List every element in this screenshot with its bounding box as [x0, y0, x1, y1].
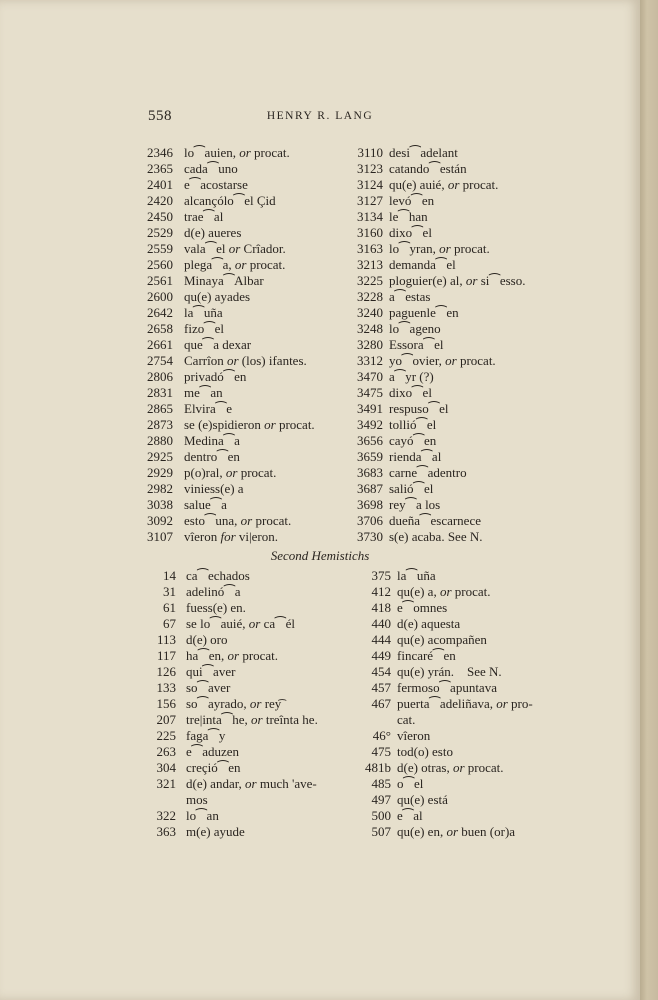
line-number: 2560 [147, 257, 173, 272]
line-number: 61 [163, 600, 176, 615]
line-number: 500 [371, 808, 391, 823]
entry-row [350, 161, 525, 177]
entry-text: dueña⁀escarnece [389, 513, 481, 528]
entry-text: m(e) ayude [186, 824, 245, 839]
entry-text: respuso⁀el [389, 401, 449, 416]
line-number: 2420 [147, 193, 173, 208]
entry-text: qu(e) está [397, 792, 448, 807]
entry-row [350, 385, 525, 401]
entry-row [350, 369, 525, 385]
entry-row [350, 209, 525, 225]
entry-text: viniess(e) a [184, 481, 244, 496]
line-number: 3698 [357, 497, 383, 512]
line-number: 2529 [147, 225, 173, 240]
entry-row [140, 385, 350, 401]
entry-row [358, 664, 533, 680]
line-number: 412 [371, 584, 391, 599]
entry-row [140, 433, 350, 449]
entry-text: me⁀an [184, 385, 223, 400]
line-number: 3092 [147, 513, 173, 528]
line-number: 3491 [357, 401, 383, 416]
line-number: 507 [371, 824, 391, 839]
entry-row [140, 257, 350, 273]
entry-text: e⁀al [397, 808, 423, 823]
entry-text: Carrîon or (los) ifantes. [184, 353, 307, 368]
entry-row [140, 664, 358, 680]
entry-text: se lo⁀auié, or ca⁀él [186, 616, 295, 631]
line-number: 2346 [147, 145, 173, 160]
entry-row [350, 433, 525, 449]
entry-row [350, 193, 525, 209]
entry-text: creçió⁀en [186, 760, 241, 775]
line-number [358, 712, 391, 728]
entry-text: o⁀el [397, 776, 424, 791]
line-number: 2450 [147, 209, 173, 224]
entry-row [358, 760, 533, 776]
first-hemistichs-table [140, 145, 560, 545]
line-number: 113 [156, 632, 176, 647]
entry-row [358, 744, 533, 760]
entry-text: ha⁀en, or procat. [186, 648, 279, 663]
entry-text: se (e)spidieron or procat. [184, 417, 315, 432]
entry-row [358, 728, 533, 744]
entry-text: qu(e) acompañen [397, 632, 487, 647]
entry-text: ca⁀echados [186, 568, 250, 583]
entry-text: d(e) oro [186, 632, 228, 647]
line-number: 3656 [357, 433, 383, 448]
entry-text: desi⁀adelant [389, 145, 458, 160]
entry-row [140, 728, 358, 744]
entry-text: que⁀a dexar [184, 337, 252, 352]
entry-text: p(o)ral, or procat. [184, 465, 277, 480]
entry-row [140, 760, 358, 776]
line-number: 3163 [357, 241, 383, 256]
line-number: 485 [371, 776, 391, 791]
line-number: 363 [156, 824, 176, 839]
entry-text: yo⁀ovier, or procat. [389, 353, 496, 368]
entry-row [140, 305, 350, 321]
entry-row [350, 273, 525, 289]
line-number: 2865 [147, 401, 173, 416]
entry-text: faga⁀y [186, 728, 226, 743]
entry-row [358, 792, 533, 808]
line-number: 3127 [357, 193, 383, 208]
line-number: 2880 [147, 433, 173, 448]
entry-row [140, 225, 350, 241]
line-number: 3280 [357, 337, 383, 352]
entry-row [350, 321, 525, 337]
entry-row [350, 337, 525, 353]
line-number: 2658 [147, 321, 173, 336]
line-number: 31 [163, 584, 176, 599]
entry-text: privadó⁀en [184, 369, 247, 384]
second-hemistichs-table [140, 568, 560, 840]
entry-text: salió⁀el [389, 481, 434, 496]
entry-text: la⁀uña [397, 568, 436, 583]
entry-row [350, 305, 525, 321]
line-number: 3160 [357, 225, 383, 240]
line-number: 2754 [147, 353, 173, 368]
running-head: HENRY R. LANG [266, 110, 374, 122]
line-number: 481b [365, 760, 391, 775]
line-number: 117 [156, 648, 176, 663]
entry-row [350, 481, 525, 497]
entry-row [350, 257, 525, 273]
entry-text: paguenle⁀en [389, 305, 459, 320]
line-number: 3110 [357, 145, 383, 160]
line-number: 207 [156, 712, 176, 727]
entry-row [140, 241, 350, 257]
line-number: 67 [163, 616, 176, 631]
column-left [140, 568, 358, 840]
entry-text: fincaré⁀en [397, 648, 456, 663]
entry-text: lo⁀an [186, 808, 219, 823]
line-number: 2401 [147, 177, 173, 192]
page-header [0, 108, 640, 128]
entry-text: qu(e) auié, or procat. [389, 177, 499, 192]
column-left [140, 145, 350, 545]
entry-text: ploguier(e) al, or si⁀esso. [389, 273, 526, 288]
entry-text: d(e) aueres [184, 225, 242, 240]
line-number: 46° [372, 728, 391, 743]
entry-row [358, 648, 533, 664]
line-number: 3038 [147, 497, 173, 512]
entry-row [358, 776, 533, 792]
entry-text: lo⁀yran, or procat. [389, 241, 490, 256]
entry-text: carne⁀adentro [389, 465, 467, 480]
entry-text: qu(e) a, or procat. [397, 584, 491, 599]
entry-row [350, 145, 525, 161]
line-number: 2642 [147, 305, 173, 320]
entry-row [140, 193, 350, 209]
entry-text: vîeron [397, 728, 431, 743]
line-number: 3683 [357, 465, 383, 480]
line-number: 418 [371, 600, 391, 615]
line-number: 3228 [357, 289, 383, 304]
entry-row [350, 449, 525, 465]
entry-text: esto⁀una, or procat. [184, 513, 292, 528]
entry-text: trae⁀al [184, 209, 224, 224]
line-number: 3706 [357, 513, 383, 528]
line-number: 2831 [147, 385, 173, 400]
entry-text: tollió⁀el [389, 417, 437, 432]
entry-row [140, 417, 350, 433]
entry-row [358, 632, 533, 648]
entry-text: lo⁀ageno [389, 321, 441, 336]
line-number: 3475 [357, 385, 383, 400]
entry-text: cayó⁀en [389, 433, 437, 448]
line-number: 457 [371, 680, 391, 695]
entry-row [140, 792, 358, 808]
line-number: 2600 [147, 289, 173, 304]
entry-text: e⁀aduzen [186, 744, 240, 759]
line-number: 3492 [357, 417, 383, 432]
entry-text: rienda⁀al [389, 449, 442, 464]
entry-row [140, 273, 350, 289]
entry-row [140, 497, 350, 513]
entry-text: so⁀aver [186, 680, 231, 695]
line-number: 440 [371, 616, 391, 631]
entry-row [350, 225, 525, 241]
line-number: 375 [371, 568, 391, 583]
entry-row [350, 241, 525, 257]
entry-row [350, 465, 525, 481]
entry-row [140, 584, 358, 600]
entry-row [350, 289, 525, 305]
entry-text: adelinó⁀a [186, 584, 241, 599]
entry-text: fizo⁀el [184, 321, 225, 336]
line-number: 3659 [357, 449, 383, 464]
line-number: 3124 [357, 177, 383, 192]
line-number: 467 [371, 696, 391, 711]
entry-text: dixo⁀el [389, 385, 432, 400]
entry-text: salue⁀a [184, 497, 227, 512]
entry-text: tre|inta⁀he, or treînta he. [186, 712, 318, 727]
entry-row [140, 481, 350, 497]
entry-text: la⁀uña [184, 305, 223, 320]
entry-row [350, 177, 525, 193]
line-number: 2982 [147, 481, 173, 496]
entry-text: s(e) acaba. See N. [389, 529, 483, 544]
entry-text: mos [186, 792, 208, 807]
line-number: 497 [371, 792, 391, 807]
entry-row [140, 401, 350, 417]
entry-row [140, 321, 350, 337]
line-number: 133 [156, 680, 176, 695]
entry-text: fermoso⁀apuntava [397, 680, 497, 695]
entry-row [350, 353, 525, 369]
entry-row [140, 161, 350, 177]
entry-row [140, 600, 358, 616]
entry-row [358, 712, 533, 728]
entry-text: vala⁀el or Crîador. [184, 241, 286, 256]
entry-row [358, 808, 533, 824]
entry-text: qu(e) ayades [184, 289, 251, 304]
entry-row [140, 177, 350, 193]
entry-row [350, 417, 525, 433]
entry-text: catando⁀están [389, 161, 467, 176]
entry-row [140, 145, 350, 161]
entry-row [140, 289, 350, 305]
line-number: 126 [156, 664, 176, 679]
line-number: 3687 [357, 481, 383, 496]
column-right [350, 145, 525, 545]
line-number: 2365 [147, 161, 173, 176]
entry-text: qu(e) en, or buen (or)a [397, 824, 516, 839]
line-number: 3225 [357, 273, 383, 288]
entry-text: le⁀han [389, 209, 428, 224]
line-number: 3123 [357, 161, 383, 176]
entry-row [358, 696, 533, 712]
entry-text: rey⁀a los [389, 497, 441, 512]
entry-row [358, 616, 533, 632]
line-number: 3134 [357, 209, 383, 224]
entry-text: cat. [397, 712, 416, 727]
line-number: 304 [156, 760, 176, 775]
entry-text: e⁀acostarse [184, 177, 248, 192]
entry-row [140, 513, 350, 529]
entry-text: dixo⁀el [389, 225, 432, 240]
entry-row [140, 353, 350, 369]
entry-text: d(e) andar, or much 'ave- [186, 776, 317, 791]
entry-row [140, 568, 358, 584]
entry-row [140, 632, 358, 648]
entry-row [140, 465, 350, 481]
entry-text: vîeron for vi|eron. [184, 529, 278, 544]
entry-row [140, 776, 358, 792]
entry-text: lo⁀auien, or procat. [184, 145, 290, 160]
line-number: 2559 [147, 241, 173, 256]
line-number: 263 [156, 744, 176, 759]
entry-row [358, 600, 533, 616]
line-number: 2929 [147, 465, 173, 480]
entry-row [350, 513, 525, 529]
line-number: 3470 [357, 369, 383, 384]
entry-row [140, 824, 358, 840]
entry-text: cada⁀uno [184, 161, 238, 176]
entry-text: levó⁀en [389, 193, 435, 208]
entry-text: so⁀ayrado, or rey͡ [186, 696, 282, 711]
entry-row [140, 529, 350, 545]
line-number: 475 [371, 744, 391, 759]
entry-text: d(e) otras, or procat. [397, 760, 504, 775]
entry-row [140, 616, 358, 632]
entry-text: dentro⁀en [184, 449, 240, 464]
line-number: 3107 [147, 529, 173, 544]
entry-row [140, 744, 358, 760]
entry-text: fuess(e) en. [186, 600, 246, 615]
page-edge [640, 0, 658, 1000]
entry-row [140, 696, 358, 712]
entry-row [140, 808, 358, 824]
line-number: 3730 [357, 529, 383, 544]
line-number: 454 [371, 664, 391, 679]
line-number: 2925 [147, 449, 173, 464]
entry-text: e⁀omnes [397, 600, 448, 615]
entry-text: demanda⁀el [389, 257, 456, 272]
line-number: 14 [163, 568, 176, 583]
entry-text: alcançólo⁀el Çid [184, 193, 276, 208]
entry-text: Elvira⁀e [184, 401, 232, 416]
section-subheading: Second Hemistichs [270, 548, 370, 563]
line-number: 322 [156, 808, 176, 823]
entry-row [140, 680, 358, 696]
entry-text: qui⁀aver [186, 664, 236, 679]
line-number: 2561 [147, 273, 173, 288]
entry-row [140, 648, 358, 664]
entry-row [358, 824, 533, 840]
entry-row [350, 529, 525, 545]
entry-row [140, 712, 358, 728]
entry-row [358, 584, 533, 600]
entry-text: qu(e) yrán. See N. [397, 664, 502, 679]
entry-text: a⁀yr (?) [389, 369, 434, 384]
entry-row [140, 449, 350, 465]
line-number: 225 [156, 728, 176, 743]
line-number: 2661 [147, 337, 173, 352]
entry-row [140, 369, 350, 385]
entry-text: a⁀estas [389, 289, 431, 304]
line-number [140, 792, 176, 808]
line-number: 2806 [147, 369, 173, 384]
entry-text: Medina⁀a [184, 433, 240, 448]
entry-text: plega⁀a, or procat. [184, 257, 286, 272]
entry-text: Essora⁀el [389, 337, 444, 352]
line-number: 3240 [357, 305, 383, 320]
line-number: 321 [156, 776, 176, 791]
entry-row [140, 209, 350, 225]
column-right [358, 568, 533, 840]
entry-text: d(e) aquesta [397, 616, 461, 631]
entry-row [140, 337, 350, 353]
entry-row [350, 401, 525, 417]
entry-text: Minaya⁀Albar [184, 273, 264, 288]
line-number: 2873 [147, 417, 173, 432]
page-number: 558 [148, 108, 172, 124]
entry-row [358, 680, 533, 696]
line-number: 156 [156, 696, 176, 711]
entry-row [358, 568, 533, 584]
line-number: 449 [371, 648, 391, 663]
line-number: 3248 [357, 321, 383, 336]
line-number: 444 [371, 632, 391, 647]
line-number: 3213 [357, 257, 383, 272]
line-number: 3312 [357, 353, 383, 368]
entry-text: tod(o) esto [397, 744, 453, 759]
entry-text: puerta⁀adeliñava, or pro- [397, 696, 533, 711]
entry-row [350, 497, 525, 513]
